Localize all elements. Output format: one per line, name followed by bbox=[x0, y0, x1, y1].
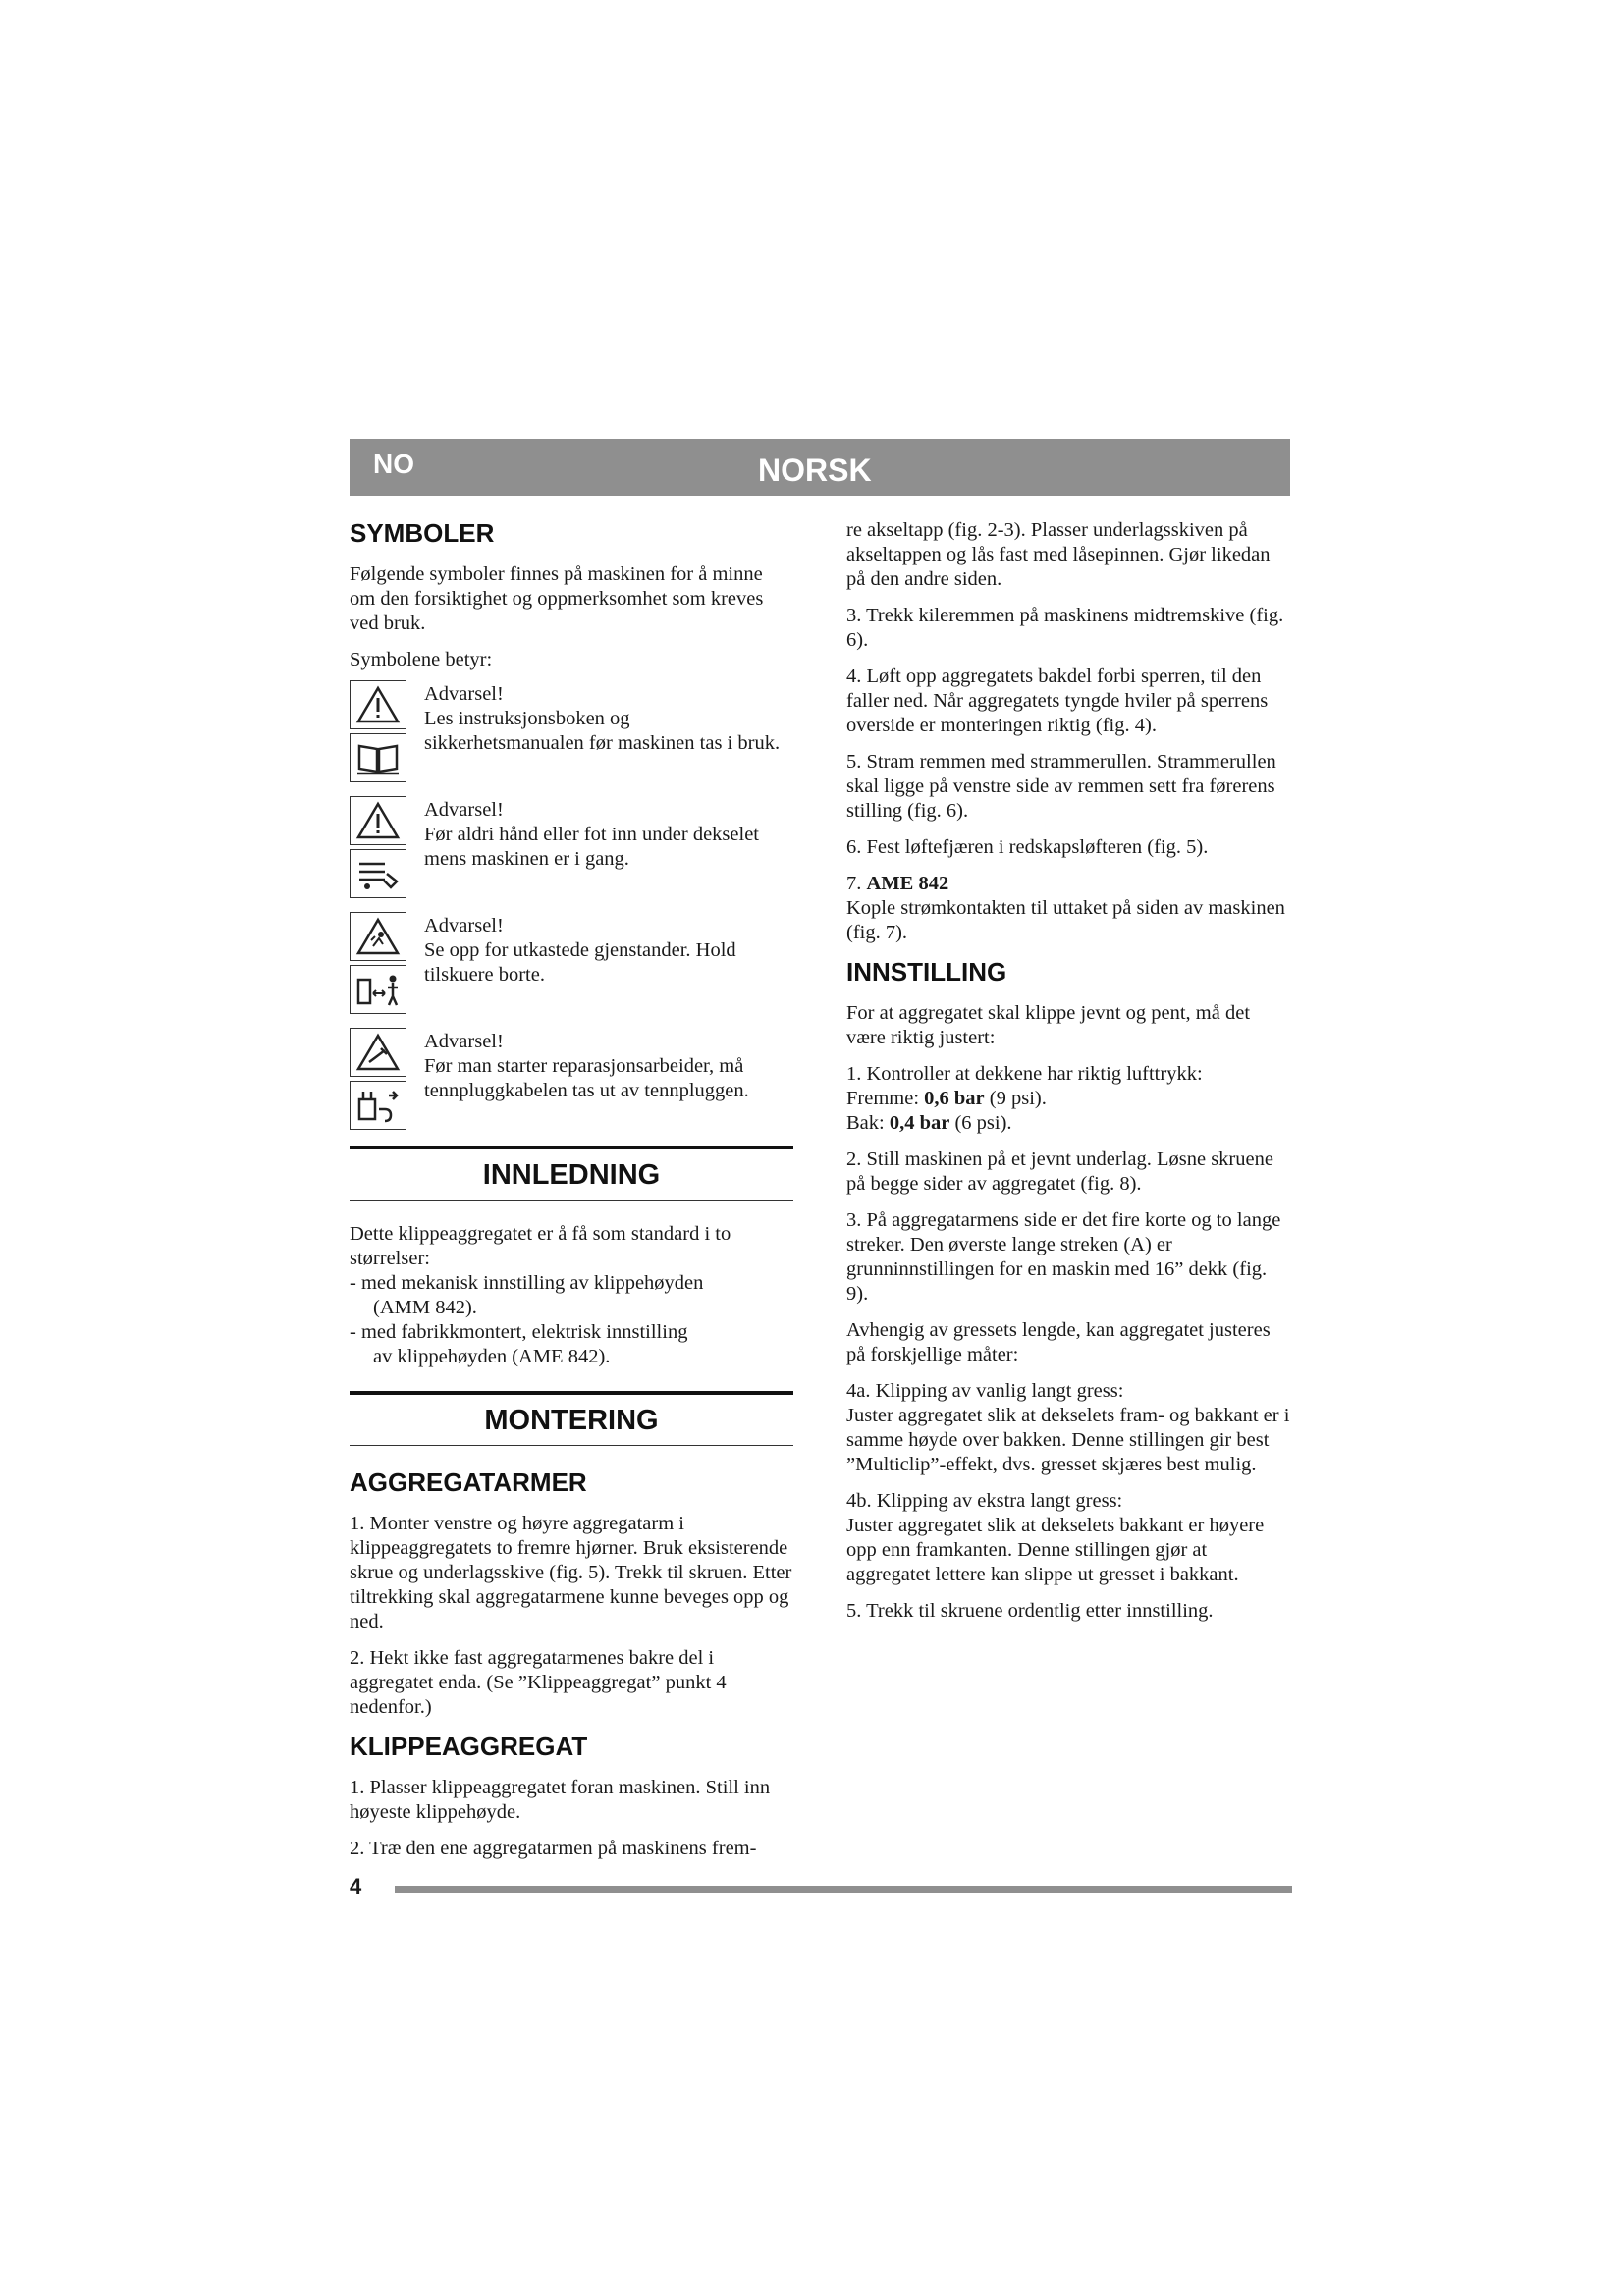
tire-pressure-line: 1. Kontroller at dekkene har riktig lufttrykk: bbox=[846, 1063, 1203, 1085]
innstilling-p3: 3. På aggregatarmens side er det fire korte og to lange streker. Den øverste lange streken (A) er grunninnstillingen for en maskin med 16” dekk (fig. 9). bbox=[846, 1209, 1281, 1305]
warning-triangle-icon bbox=[350, 796, 406, 845]
symboler-meaning-label: Symbolene betyr: bbox=[350, 649, 493, 670]
front-label: Fremme: bbox=[846, 1088, 925, 1109]
innstilling-p5: 5. Trekk til skruene ordentlig etter innstilling. bbox=[846, 1600, 1214, 1622]
klippeaggregat-p4: 4. Løft opp aggregatets bakdel forbi sperren, til den faller ned. Når aggregatets tyngde hviler på sperrens overside er monteringen riktig (fig. 4). bbox=[846, 666, 1269, 736]
front-psi: (9 psi). bbox=[984, 1088, 1047, 1109]
p7-label: 7. bbox=[846, 873, 867, 894]
klippeaggregat-p2-cont: re akseltapp (fig. 2-3). Plasser underlagsskiven på akseltappen og lås fast med låsepinnen. Gjør likedan på den andre siden. bbox=[846, 519, 1271, 590]
manual-book-icon bbox=[350, 733, 406, 782]
montering-banner: MONTERING bbox=[350, 1391, 793, 1446]
front-value: 0,6 bar bbox=[924, 1088, 985, 1109]
p7-model: AME 842 bbox=[866, 873, 949, 894]
innstilling-p4: Avhengig av gressets lengde, kan aggregatet justeres på forskjellige måter: bbox=[846, 1319, 1271, 1365]
symbol-heading: Advarsel! bbox=[424, 683, 504, 705]
symbol-text: Før aldri hånd eller fot inn under dekselet mens maskinen er i gang. bbox=[424, 824, 759, 870]
p4b-text: Juster aggregatet slik at dekselets bakkant er høyere opp enn framkanten. Denne stillingen gjør at aggregatet lettere kan slippe ut gresset i bakkant. bbox=[846, 1515, 1265, 1585]
p4a-text: Juster aggregatet slik at dekselets fram- og bakkant er i samme høyde over bakken. Denne stillingen gir best ”Multiclip”-effekt, dvs. gresset skjæres best mulig. bbox=[846, 1405, 1290, 1475]
innstilling-title: INNSTILLING bbox=[846, 957, 1007, 987]
aggregatarmer-p1: 1. Monter venstre og høyre aggregatarm i klippeaggregatets to fremre hjørner. Bruk eksisterende skrue og underlagsskive (fig. 5). Trekk til skruen. Etter tiltrekking skal aggregatarmene kunne beveges opp og ned. bbox=[350, 1513, 792, 1632]
innledning-line: - med fabrikkmontert, elektrisk innstilling bbox=[350, 1321, 688, 1343]
symboler-intro: Følgende symboler finnes på maskinen for å minne om den forsiktighet og oppmerksomhet som kreves ved bruk. bbox=[350, 563, 764, 634]
rear-value: 0,4 bar bbox=[889, 1112, 950, 1134]
aggregatarmer-p2: 2. Hekt ikke fast aggregatarmenes bakre del i aggregatet enda. (Se ”Klippeaggregat” punkt 4 nedenfor.) bbox=[350, 1647, 727, 1718]
klippeaggregat-p6: 6. Fest løftefjæren i redskapsløfteren (fig. 5). bbox=[846, 836, 1209, 858]
spark-plug-icon bbox=[350, 1081, 406, 1130]
symbol-heading: Advarsel! bbox=[424, 799, 504, 821]
symboler-title: SYMBOLER bbox=[350, 518, 495, 548]
innstilling-p2: 2. Still maskinen på et jevnt underlag. Løsne skruene på begge sider av aggregatet (fig. 8). bbox=[846, 1148, 1273, 1195]
symbol-item bbox=[350, 912, 793, 1018]
klippeaggregat-p3: 3. Trekk kileremmen på maskinens midtremskive (fig. 6). bbox=[846, 605, 1284, 651]
symbol-heading: Advarsel! bbox=[424, 915, 504, 936]
left-column bbox=[350, 518, 793, 1873]
symbol-text: Før man starter reparasjonsarbeider, må tennpluggkabelen tas ut av tennpluggen. bbox=[424, 1055, 749, 1101]
innstilling-p4b bbox=[846, 1489, 1290, 1587]
klippeaggregat-p5: 5. Stram remmen med strammerullen. Strammerullen skal ligge på venstre side av remmen sett fra førerens stilling (fig. 6). bbox=[846, 751, 1276, 822]
rear-label: Bak: bbox=[846, 1112, 890, 1134]
symbol-text: Se opp for utkastede gjenstander. Hold tilskuere borte. bbox=[424, 939, 736, 986]
rear-psi: (6 psi). bbox=[949, 1112, 1012, 1134]
klippeaggregat-p7 bbox=[846, 872, 1290, 945]
p4a-title: 4a. Klipping av vanlig langt gress: bbox=[846, 1380, 1124, 1402]
language-name: NORSK bbox=[758, 453, 872, 488]
klippeaggregat-p1: 1. Plasser klippeaggregatet foran maskinen. Still inn høyeste klippehøyde. bbox=[350, 1777, 771, 1823]
innstilling-p1 bbox=[846, 1062, 1290, 1136]
repair-warning-icon bbox=[350, 1028, 406, 1077]
p7-text: Kople strømkontakten til uttaket på siden av maskinen (fig. 7). bbox=[846, 897, 1285, 943]
klippeaggregat-p2-start: 2. Træ den ene aggregatarmen på maskinens frem- bbox=[350, 1838, 757, 1859]
keep-distance-icon bbox=[350, 965, 406, 1014]
innledning-banner: INNLEDNING bbox=[350, 1146, 793, 1201]
warning-triangle-icon bbox=[350, 680, 406, 729]
symbol-heading: Advarsel! bbox=[424, 1031, 504, 1052]
hand-foot-blade-icon bbox=[350, 849, 406, 898]
page-number: 4 bbox=[350, 1874, 362, 1898]
innledning-intro: Dette klippeaggregatet er å få som standard i to størrelser: bbox=[350, 1223, 731, 1269]
thrown-objects-icon bbox=[350, 912, 406, 961]
p4b-title: 4b. Klipping av ekstra langt gress: bbox=[846, 1490, 1123, 1512]
language-code: NO bbox=[373, 449, 414, 479]
innledning-line: av klippehøyden (AME 842). bbox=[373, 1346, 611, 1367]
klippeaggregat-title: KLIPPEAGGREGAT bbox=[350, 1732, 588, 1761]
innledning-line: (AMM 842). bbox=[373, 1297, 477, 1318]
innledning-line: - med mekanisk innstilling av klippehøyden bbox=[350, 1272, 704, 1294]
right-column bbox=[846, 518, 1290, 1635]
symbol-item bbox=[350, 1028, 793, 1134]
innstilling-intro: For at aggregatet skal klippe jevnt og pent, må det være riktig justert: bbox=[846, 1002, 1251, 1048]
innstilling-p4a bbox=[846, 1379, 1290, 1477]
footer-rule bbox=[395, 1886, 1292, 1893]
symbol-item bbox=[350, 680, 793, 786]
symbol-text: Les instruksjonsboken og sikkerhetsmanualen før maskinen tas i bruk. bbox=[424, 708, 781, 754]
aggregatarmer-title: AGGREGATARMER bbox=[350, 1468, 587, 1497]
symbol-item bbox=[350, 796, 793, 902]
language-header bbox=[350, 439, 1290, 496]
